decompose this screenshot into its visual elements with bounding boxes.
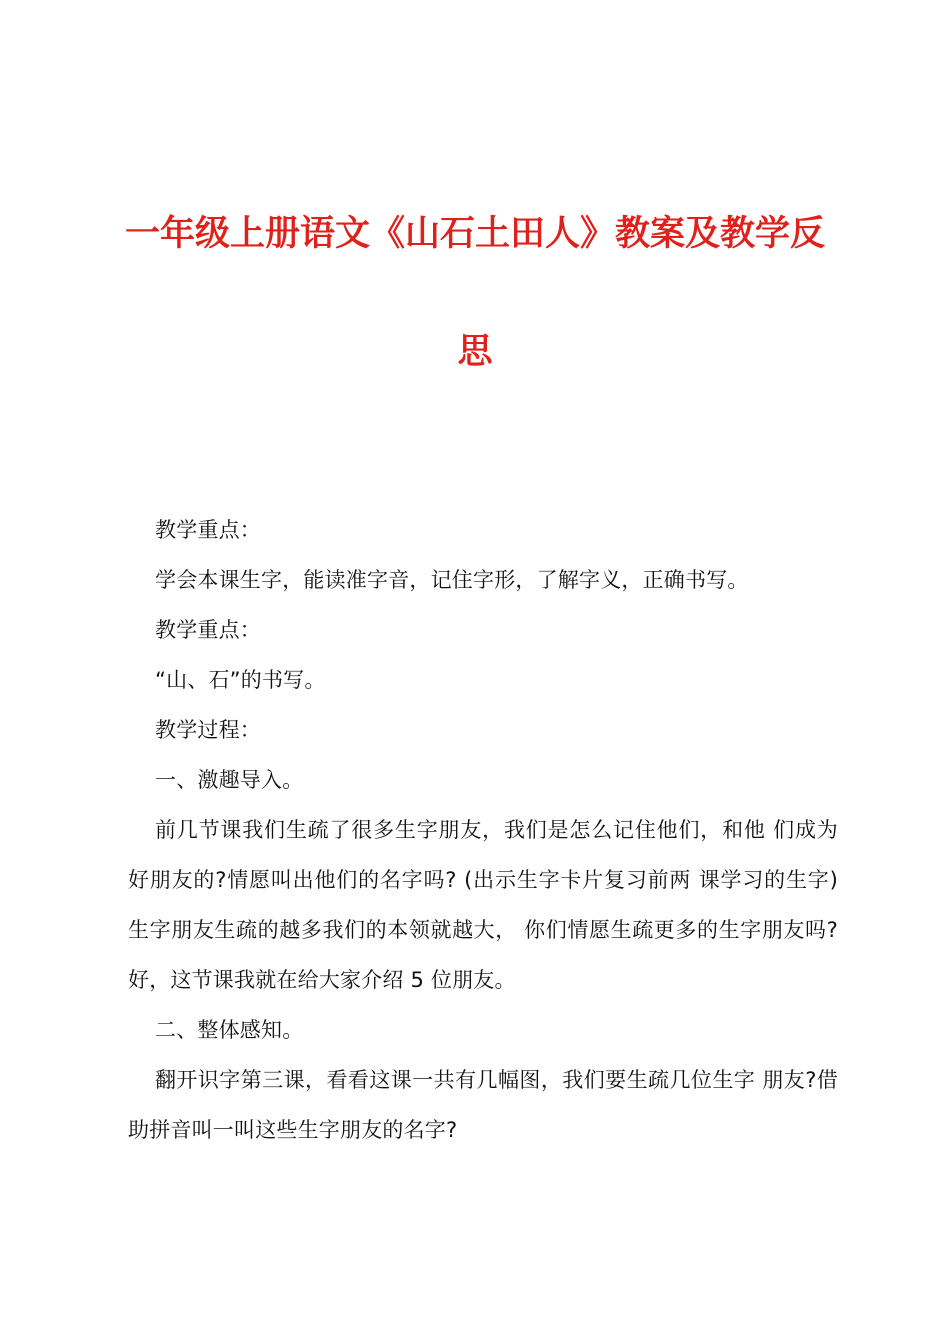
section-heading-overall-perception: 二、整体感知。 <box>155 1018 304 1042</box>
document-title-line-1: 一年级上册语文《山石土田人》教案及教学反 <box>124 214 825 254</box>
heading-teaching-focus: 教学重点： <box>155 518 261 542</box>
paragraph-introduction: 前几节课我们生疏了很多生字朋友，我们是怎么记住他们，和他 们成为好朋友的?情愿叫出他们的名字吗? (出示生字卡片复习前两 课学习的生字) 生字朋友生疏的越多我们的本领就越大， 你们情愿生疏更多的生字朋友吗?好，这节课我就在给大家介绍 5 位朋友。 <box>128 818 838 992</box>
section-heading-introduction: 一、激趣导入。 <box>155 768 304 792</box>
heading-teaching-process: 教学过程： <box>155 718 261 742</box>
paragraph-writing-focus: “山、石”的书写。 <box>155 668 326 692</box>
paragraph-teaching-focus-detail: 学会本课生字，能读准字音，记住字形，了解字义，正确书写。 <box>155 568 749 592</box>
document-title-line-2: 思 <box>457 332 493 372</box>
paragraph-overall-perception: 翻开识字第三课，看看这课一共有几幅图，我们要生疏几位生字 朋友?借助拼音叫一叫这些生字朋友的名字? <box>128 1068 838 1142</box>
document-body <box>128 505 838 1155</box>
heading-teaching-focus-2: 教学重点： <box>155 618 261 642</box>
